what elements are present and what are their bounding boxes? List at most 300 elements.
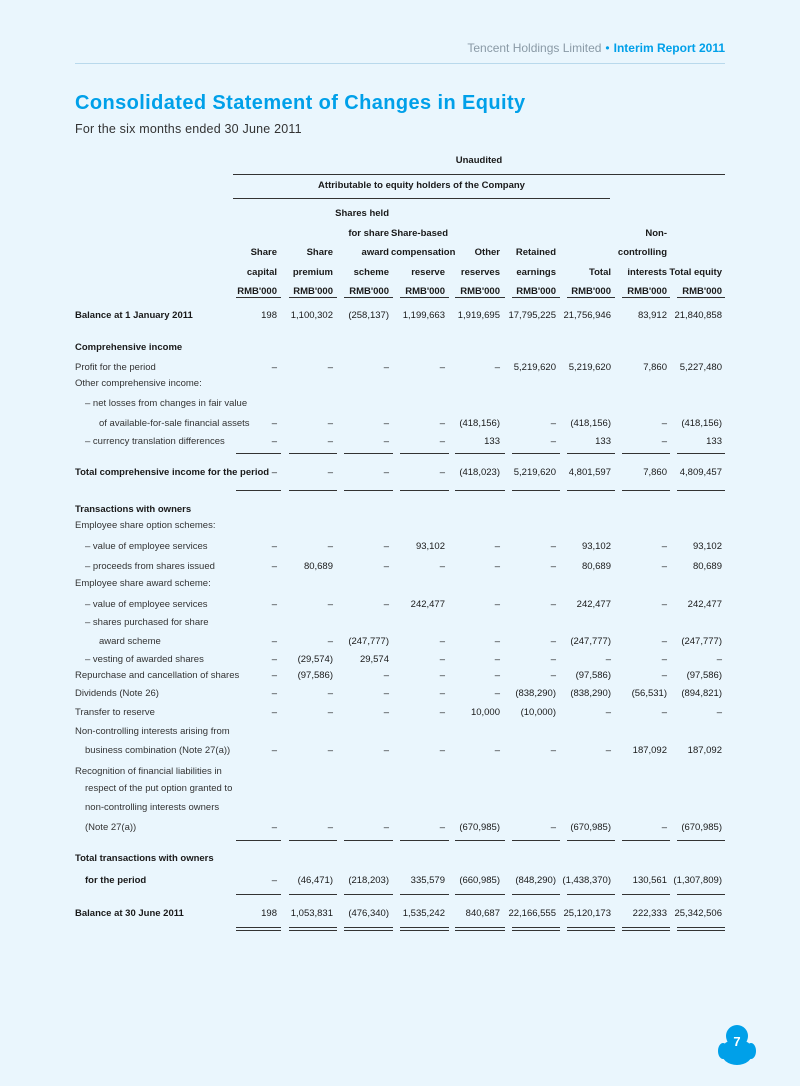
- table-cell: (97,586): [297, 670, 333, 681]
- column-header-line: Share-based: [391, 227, 449, 239]
- header-underline: [567, 297, 615, 298]
- row-label: Total comprehensive income for the period: [75, 467, 270, 478]
- column-header-line: Share: [306, 247, 333, 258]
- table-cell: (418,156): [570, 418, 611, 429]
- table-cell: –: [271, 541, 277, 552]
- table-row: [75, 871, 725, 891]
- table-row: [75, 516, 725, 536]
- table-cell: (97,586): [575, 670, 611, 681]
- table-cell: (894,821): [681, 688, 722, 699]
- table-cell: –: [661, 822, 667, 833]
- column-header-line: Total: [589, 266, 611, 278]
- table-cell: –: [439, 467, 445, 478]
- row-label: respect of the put option granted to: [85, 783, 233, 794]
- header-underline: [289, 297, 337, 298]
- table-cell: 1,535,242: [402, 908, 445, 919]
- table-cell: –: [661, 636, 667, 647]
- table-cell: –: [439, 688, 445, 699]
- column-header-5: [446, 204, 500, 302]
- table-cell: (838,290): [570, 688, 611, 699]
- row-label: Comprehensive income: [75, 342, 183, 353]
- table-cell: –: [661, 436, 667, 447]
- column-header-line: reserve: [411, 266, 445, 278]
- subtotal-underline: [677, 840, 725, 841]
- column-header-line: RMB'000: [516, 286, 556, 297]
- column-header-6: [502, 204, 556, 302]
- total-underline: [400, 894, 449, 895]
- table-cell: –: [383, 467, 389, 478]
- total-underline: [236, 894, 281, 895]
- table-cell: –: [716, 654, 722, 665]
- table-cell: (247,777): [348, 636, 389, 647]
- total-underline: [400, 490, 449, 491]
- table-cell: –: [271, 670, 277, 681]
- table-row: [75, 374, 725, 394]
- table-cell: 1,053,831: [290, 908, 333, 919]
- row-label: Dividends (Note 26): [75, 688, 159, 699]
- column-header-line: premium: [292, 266, 333, 278]
- row-label: Recognition of financial liabilities in: [75, 766, 222, 777]
- subtotal-underline: [455, 840, 505, 841]
- table-cell: (247,777): [570, 636, 611, 647]
- table-cell: –: [327, 418, 333, 429]
- table-cell: (660,985): [459, 875, 500, 886]
- table-cell: –: [383, 362, 389, 373]
- table-cell: –: [439, 362, 445, 373]
- row-label: Balance at 1 January 2011: [75, 310, 193, 321]
- header-underline: [400, 297, 449, 298]
- table-cell: (418,156): [681, 418, 722, 429]
- table-cell: –: [327, 362, 333, 373]
- page-subtitle: For the six months ended 30 June 2011: [75, 122, 302, 136]
- double-underline: [400, 927, 449, 931]
- column-header-line: award: [361, 247, 389, 258]
- row-label: Other comprehensive income:: [75, 378, 202, 389]
- double-underline: [677, 927, 725, 931]
- table-cell: –: [550, 636, 556, 647]
- double-underline: [344, 927, 393, 931]
- subtotal-underline: [512, 840, 560, 841]
- table-cell: –: [383, 707, 389, 718]
- table-cell: –: [327, 745, 333, 756]
- column-header-2: [279, 204, 333, 302]
- table-cell: –: [271, 875, 277, 886]
- subtotal-underline: [344, 453, 393, 454]
- subtotal-underline: [455, 453, 505, 454]
- table-cell: –: [661, 561, 667, 572]
- table-cell: 242,477: [687, 599, 722, 610]
- table-cell: 133: [595, 436, 611, 447]
- row-label: Repurchase and cancellation of shares: [75, 670, 240, 681]
- row-label: Total transactions with owners: [75, 853, 214, 864]
- total-underline: [344, 894, 393, 895]
- total-underline: [677, 490, 725, 491]
- column-header-line: RMB'000: [460, 286, 500, 297]
- column-header-7: [557, 204, 611, 302]
- table-cell: 5,219,620: [513, 362, 556, 373]
- row-label: (Note 27(a)): [85, 822, 137, 833]
- row-label: Employee share option schemes:: [75, 520, 216, 531]
- table-cell: 80,689: [581, 561, 611, 572]
- table-cell: 1,100,302: [290, 310, 333, 321]
- table-cell: 93,102: [692, 541, 722, 552]
- table-cell: (670,985): [459, 822, 500, 833]
- table-cell: –: [327, 599, 333, 610]
- table-cell: –: [439, 436, 445, 447]
- table-cell: –: [271, 822, 277, 833]
- table-cell: –: [716, 707, 722, 718]
- table-row: [75, 722, 725, 742]
- table-cell: 7,860: [643, 467, 667, 478]
- column-header-line: RMB'000: [682, 286, 722, 297]
- table-cell: –: [271, 654, 277, 665]
- table-row: [75, 613, 725, 633]
- table-cell: 4,809,457: [679, 467, 722, 478]
- table-row: [75, 537, 725, 557]
- column-header-line: RMB'000: [627, 286, 667, 297]
- subtotal-underline: [512, 453, 560, 454]
- row-label: for the period: [85, 875, 147, 886]
- column-header-line: Non-: [645, 227, 667, 239]
- table-cell: (1,307,809): [673, 875, 722, 886]
- table-cell: –: [383, 599, 389, 610]
- table-cell: 25,342,506: [674, 908, 722, 919]
- table-cell: –: [494, 561, 500, 572]
- table-cell: 198: [261, 908, 277, 919]
- double-underline: [236, 927, 281, 931]
- table-cell: –: [271, 561, 277, 572]
- table-cell: 17,795,225: [508, 310, 556, 321]
- table-cell: –: [327, 688, 333, 699]
- table-cell: –: [327, 436, 333, 447]
- header-separator: •: [605, 41, 610, 55]
- table-cell: 1,919,695: [457, 310, 500, 321]
- column-header-line: Total equity: [669, 266, 722, 278]
- table-cell: 80,689: [692, 561, 722, 572]
- table-cell: –: [327, 636, 333, 647]
- table-cell: (476,340): [348, 908, 389, 919]
- row-label: Employee share award scheme:: [75, 578, 211, 589]
- attributable-rule: [233, 198, 610, 199]
- table-cell: 29,574: [359, 654, 389, 665]
- table-cell: (56,531): [631, 688, 667, 699]
- table-cell: 198: [261, 310, 277, 321]
- table-cell: 133: [484, 436, 500, 447]
- table-cell: –: [383, 541, 389, 552]
- row-label: Transfer to reserve: [75, 707, 155, 718]
- table-cell: –: [439, 670, 445, 681]
- table-cell: 187,092: [632, 745, 667, 756]
- column-header-3: [335, 204, 389, 302]
- column-header-line: RMB'000: [405, 286, 445, 297]
- table-cell: 22,166,555: [508, 908, 556, 919]
- table-cell: –: [661, 670, 667, 681]
- double-underline: [622, 927, 670, 931]
- column-header-line: scheme: [353, 266, 389, 278]
- total-underline: [512, 894, 560, 895]
- table-cell: (258,137): [348, 310, 389, 321]
- table-cell: 25,120,173: [563, 908, 611, 919]
- table-cell: –: [661, 418, 667, 429]
- table-row: [75, 632, 725, 652]
- table-row: [75, 904, 725, 924]
- row-label: – value of employee services: [85, 541, 208, 552]
- table-row: [75, 574, 725, 594]
- column-header-line: for share: [348, 227, 389, 239]
- table-row: [75, 432, 725, 452]
- table-cell: 335,579: [410, 875, 445, 886]
- table-row: [75, 394, 725, 414]
- column-header-9: [658, 204, 722, 302]
- table-cell: (848,290): [515, 875, 556, 886]
- table-cell: –: [550, 418, 556, 429]
- table-cell: –: [661, 654, 667, 665]
- table-cell: –: [271, 636, 277, 647]
- table-cell: –: [550, 541, 556, 552]
- column-header-line: interests: [627, 266, 667, 278]
- page-title: Consolidated Statement of Changes in Equity: [75, 92, 526, 114]
- table-row: [75, 818, 725, 838]
- table-cell: (247,777): [681, 636, 722, 647]
- table-cell: 187,092: [687, 745, 722, 756]
- running-header: [467, 41, 725, 55]
- table-cell: (10,000): [520, 707, 556, 718]
- table-cell: –: [439, 636, 445, 647]
- column-header-line: RMB'000: [349, 286, 389, 297]
- table-cell: –: [550, 436, 556, 447]
- table-cell: (418,156): [459, 418, 500, 429]
- table-cell: –: [439, 418, 445, 429]
- unaudited-heading: Unaudited: [455, 155, 503, 166]
- table-cell: –: [383, 436, 389, 447]
- table-cell: –: [494, 362, 500, 373]
- table-cell: 242,477: [410, 599, 445, 610]
- table-cell: (670,985): [570, 822, 611, 833]
- table-row: [75, 666, 725, 686]
- table-cell: –: [494, 745, 500, 756]
- table-cell: –: [383, 418, 389, 429]
- total-underline: [622, 490, 670, 491]
- column-header-1: [223, 204, 277, 302]
- table-row: [75, 306, 725, 326]
- table-cell: –: [494, 636, 500, 647]
- table-cell: 840,687: [465, 908, 500, 919]
- table-cell: –: [494, 599, 500, 610]
- row-label: – currency translation differences: [85, 436, 225, 447]
- table-cell: –: [439, 707, 445, 718]
- row-label: – value of employee services: [85, 599, 208, 610]
- table-row: [75, 414, 725, 434]
- table-cell: 5,227,480: [679, 362, 722, 373]
- row-label: Transactions with owners: [75, 504, 192, 515]
- total-underline: [455, 894, 505, 895]
- attributable-heading: Attributable to equity holders of the Company: [318, 180, 525, 191]
- subtotal-underline: [344, 840, 393, 841]
- table-cell: –: [439, 654, 445, 665]
- table-cell: –: [383, 822, 389, 833]
- table-cell: –: [383, 688, 389, 699]
- table-cell: (29,574): [297, 654, 333, 665]
- row-label: business combination (Note 27(a)): [85, 745, 231, 756]
- column-header-line: reserves: [460, 266, 500, 278]
- row-label: Balance at 30 June 2011: [75, 908, 184, 919]
- table-row: [75, 463, 725, 483]
- row-label: – vesting of awarded shares: [85, 654, 204, 665]
- table-cell: –: [550, 561, 556, 572]
- table-cell: –: [439, 822, 445, 833]
- table-cell: 21,840,858: [674, 310, 722, 321]
- table-cell: –: [327, 541, 333, 552]
- total-underline: [677, 894, 725, 895]
- table-cell: –: [271, 599, 277, 610]
- subtotal-underline: [236, 840, 281, 841]
- table-cell: –: [494, 688, 500, 699]
- table-cell: 10,000: [470, 707, 500, 718]
- table-cell: –: [550, 670, 556, 681]
- row-label: Non-controlling interests arising from: [75, 726, 230, 737]
- total-underline: [289, 490, 337, 491]
- table-cell: 1,199,663: [402, 310, 445, 321]
- table-cell: –: [383, 670, 389, 681]
- row-label: – shares purchased for share: [85, 617, 209, 628]
- column-header-line: controlling: [617, 247, 667, 258]
- column-header-line: capital: [246, 266, 277, 278]
- column-header-line: RMB'000: [237, 286, 277, 297]
- subtotal-underline: [622, 453, 670, 454]
- header-underline: [344, 297, 393, 298]
- table-cell: –: [383, 561, 389, 572]
- table-cell: –: [661, 541, 667, 552]
- column-header-4: [391, 204, 456, 302]
- total-underline: [512, 490, 560, 491]
- table-cell: 4,801,597: [568, 467, 611, 478]
- subtotal-underline: [289, 453, 337, 454]
- table-cell: 80,689: [303, 561, 333, 572]
- row-label: – proceeds from shares issued: [85, 561, 215, 572]
- table-row: [75, 741, 725, 761]
- total-underline: [567, 490, 615, 491]
- company-name: Tencent Holdings Limited: [467, 41, 602, 55]
- table-cell: –: [550, 599, 556, 610]
- column-header-line: Share: [250, 247, 277, 258]
- column-header-line: Other: [474, 247, 500, 258]
- header-rule: [75, 63, 725, 64]
- subtotal-underline: [622, 840, 670, 841]
- table-cell: (218,203): [348, 875, 389, 886]
- double-underline: [455, 927, 505, 931]
- table-cell: 130,561: [632, 875, 667, 886]
- table-cell: 133: [706, 436, 722, 447]
- table-row: [75, 849, 725, 869]
- total-underline: [289, 894, 337, 895]
- header-underline: [622, 297, 670, 298]
- table-cell: –: [271, 362, 277, 373]
- header-underline: [677, 297, 725, 298]
- header-underline: [455, 297, 505, 298]
- subtotal-underline: [289, 840, 337, 841]
- row-label: of available-for-sale financial assets: [99, 418, 250, 429]
- table-cell: (97,586): [686, 670, 722, 681]
- table-cell: 93,102: [415, 541, 445, 552]
- table-cell: (838,290): [515, 688, 556, 699]
- table-cell: 5,219,620: [568, 362, 611, 373]
- report-name: Interim Report 2011: [613, 41, 725, 55]
- column-header-line: RMB'000: [571, 286, 611, 297]
- table-cell: 222,333: [632, 908, 667, 919]
- table-cell: (670,985): [681, 822, 722, 833]
- table-row: [75, 595, 725, 615]
- table-cell: –: [661, 707, 667, 718]
- table-cell: 5,219,620: [513, 467, 556, 478]
- table-cell: –: [383, 745, 389, 756]
- total-underline: [455, 490, 505, 491]
- table-cell: –: [271, 418, 277, 429]
- table-cell: –: [605, 745, 611, 756]
- row-label: award scheme: [99, 636, 161, 647]
- table-row: [75, 798, 725, 818]
- total-underline: [344, 490, 393, 491]
- table-cell: –: [661, 599, 667, 610]
- table-row: [75, 684, 725, 704]
- column-header-line: compensation: [391, 247, 456, 258]
- column-header-line: Retained: [515, 247, 556, 258]
- total-underline: [567, 894, 615, 895]
- table-cell: –: [271, 688, 277, 699]
- table-cell: 242,477: [576, 599, 611, 610]
- table-cell: –: [327, 822, 333, 833]
- column-header-line: RMB'000: [293, 286, 333, 297]
- subtotal-underline: [677, 453, 725, 454]
- column-header-line: Shares held: [335, 208, 389, 219]
- table-cell: –: [327, 467, 333, 478]
- table-cell: (46,471): [297, 875, 333, 886]
- header-underline: [512, 297, 560, 298]
- subtotal-underline: [400, 453, 449, 454]
- table-cell: –: [605, 654, 611, 665]
- total-underline: [236, 490, 281, 491]
- table-cell: 7,860: [643, 362, 667, 373]
- table-cell: –: [550, 654, 556, 665]
- table-cell: (1,438,370): [562, 875, 611, 886]
- double-underline: [567, 927, 615, 931]
- table-cell: –: [439, 561, 445, 572]
- table-cell: –: [494, 541, 500, 552]
- unaudited-rule: [233, 174, 725, 175]
- table-cell: –: [271, 745, 277, 756]
- total-underline: [622, 894, 670, 895]
- table-cell: 93,102: [581, 541, 611, 552]
- table-row: [75, 779, 725, 799]
- table-cell: –: [550, 822, 556, 833]
- double-underline: [512, 927, 560, 931]
- header-underline: [236, 297, 281, 298]
- table-row: [75, 338, 725, 358]
- row-label: – net losses from changes in fair value: [85, 398, 248, 409]
- table-cell: –: [327, 707, 333, 718]
- table-cell: –: [494, 654, 500, 665]
- subtotal-underline: [567, 453, 615, 454]
- table-row: [75, 703, 725, 723]
- subtotal-underline: [236, 453, 281, 454]
- double-underline: [289, 927, 337, 931]
- subtotal-underline: [567, 840, 615, 841]
- table-cell: 83,912: [637, 310, 667, 321]
- table-cell: –: [439, 745, 445, 756]
- table-cell: –: [271, 707, 277, 718]
- table-cell: –: [271, 467, 277, 478]
- column-header-line: earnings: [516, 266, 556, 278]
- table-cell: –: [494, 670, 500, 681]
